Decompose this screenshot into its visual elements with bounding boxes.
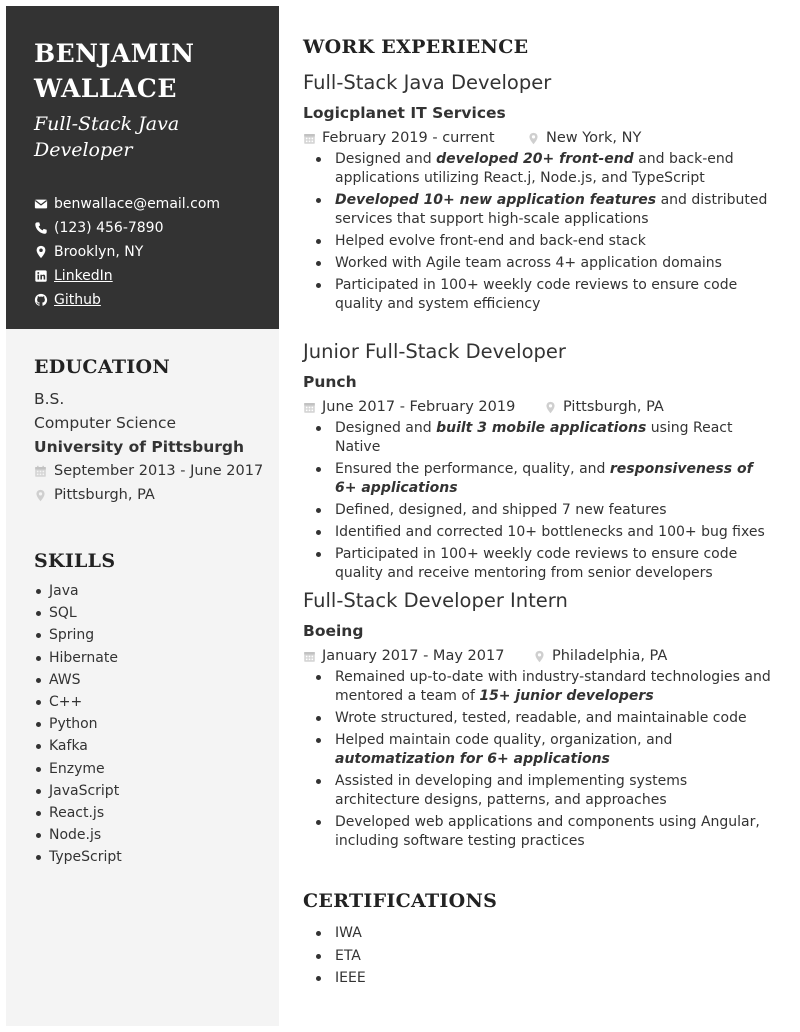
job-location (544, 396, 664, 418)
first-name: BENJAMIN (34, 39, 195, 68)
location-text: Brooklyn, NY (54, 244, 144, 260)
job-bullet (303, 501, 773, 520)
bullet-text: Participated in 100+ weekly code reviews to ensure code quality and system efficiency (335, 277, 738, 312)
job-bullet (303, 191, 773, 229)
skill-item: SQL (34, 602, 274, 624)
job-bullet (303, 232, 773, 251)
map-pin-icon (34, 489, 47, 502)
bullet-text: Identified and corrected 10+ bottlenecks and 100+ bug fixes (335, 524, 765, 540)
map-pin-icon (34, 245, 48, 259)
bullet-text: and back-end applications utilizing React.j, Node.js, and TypeScript (335, 151, 734, 186)
bullet-text: Helped evolve front-end and back-end stack (335, 233, 646, 249)
bullet-highlight: automatization for 6+ applications (335, 751, 610, 767)
bullet-text: Designed and (335, 420, 437, 436)
job-meta (303, 645, 773, 667)
map-pin-icon (533, 650, 546, 663)
job-bullet (303, 460, 773, 498)
calendar-icon (34, 465, 47, 478)
github-link[interactable]: Github (54, 292, 101, 308)
candidate-role (34, 111, 274, 163)
job-location (527, 127, 641, 149)
calendar-icon (303, 401, 316, 414)
work-experience-title: WORK EXPERIENCE (303, 36, 529, 58)
skill-item: Node.js (34, 824, 274, 846)
skill-item: Enzyme (34, 758, 274, 780)
skill-item: React.js (34, 802, 274, 824)
github-icon (34, 293, 48, 307)
bullet-highlight: 15+ junior developers (479, 688, 654, 704)
certification-item: ETA (303, 945, 773, 968)
last-name: WALLACE (34, 74, 177, 103)
job-location (533, 645, 667, 667)
education-title: EDUCATION (34, 356, 170, 378)
certifications-title: CERTIFICATIONS (303, 890, 498, 912)
certifications-section (303, 890, 773, 990)
job-bullet (303, 772, 773, 810)
bullet-text: Helped maintain code quality, organization, and (335, 732, 673, 748)
bullet-text: Remained up-to-date with industry-standard technologies and mentored a team of (335, 669, 771, 704)
job-title: Full-Stack Java Developer (303, 71, 552, 94)
job-bullet (303, 276, 773, 314)
sidebar (6, 6, 279, 1026)
skills-section (34, 550, 274, 869)
linkedin-link[interactable]: LinkedIn (54, 268, 113, 284)
skills-list (34, 580, 274, 869)
job-bullet (303, 731, 773, 769)
skill-item: AWS (34, 669, 274, 691)
job-bullet (303, 150, 773, 188)
company-name: Punch (303, 373, 357, 391)
phone-text: (123) 456-7890 (54, 220, 164, 236)
skill-item: Python (34, 713, 274, 735)
bullet-highlight: developed 20+ front-end (436, 151, 634, 167)
education-location (34, 483, 274, 507)
job-meta (303, 127, 773, 149)
job-entry (303, 70, 773, 317)
job-bullet (303, 709, 773, 728)
job-bullets (303, 150, 773, 314)
job-bullet (303, 523, 773, 542)
skill-item: JavaScript (34, 780, 274, 802)
job-location-text: Pittsburgh, PA (563, 399, 664, 415)
job-bullet (303, 668, 773, 706)
job-entry (303, 588, 773, 854)
calendar-icon (303, 650, 316, 663)
job-bullets (303, 668, 773, 851)
bullet-text: Assisted in developing and implementing systems architecture designs, patterns, and approaches (335, 773, 688, 808)
bullet-text: and distributed services that support high-scale applications (335, 192, 768, 227)
job-entry (303, 339, 773, 586)
school-name: University of Pittsburgh (34, 438, 245, 456)
skill-item: C++ (34, 691, 274, 713)
bullet-highlight: built 3 mobile applications (436, 420, 647, 436)
envelope-icon (34, 197, 48, 211)
map-pin-icon (527, 132, 540, 145)
field-of-study: Computer Science (34, 414, 177, 432)
candidate-name (34, 36, 274, 106)
education-section (34, 356, 274, 507)
job-bullet (303, 545, 773, 583)
bullet-highlight: responsiveness of 6+ applications (335, 461, 753, 496)
skill-item: Hibernate (34, 647, 274, 669)
skill-item: Kafka (34, 735, 274, 757)
contact-location (34, 240, 274, 264)
resume-page (6, 6, 794, 1026)
calendar-icon (303, 132, 316, 145)
bullet-highlight: Developed 10+ new application features (335, 192, 657, 208)
bullet-text: Defined, designed, and shipped 7 new features (335, 502, 667, 518)
job-bullet (303, 419, 773, 457)
job-meta (303, 396, 773, 418)
skills-title: SKILLS (34, 550, 116, 572)
bullet-text: using React Native (335, 420, 733, 455)
sidebar-header (6, 6, 279, 329)
skill-item: Spring (34, 624, 274, 646)
map-pin-icon (544, 401, 557, 414)
company-name: Logicplanet IT Services (303, 104, 506, 122)
email-text[interactable]: benwallace@email.com (54, 196, 221, 212)
contact-phone (34, 216, 274, 240)
contact-list (34, 192, 274, 312)
job-bullet (303, 813, 773, 851)
contact-github (34, 288, 274, 312)
job-dates: February 2019 - current (322, 130, 495, 146)
education-location-text: Pittsburgh, PA (54, 487, 155, 503)
contact-linkedin (34, 264, 274, 288)
role-line-2: Developer (34, 139, 133, 161)
bullet-text: Ensured the performance, quality, and (335, 461, 610, 477)
job-title: Full-Stack Developer Intern (303, 589, 568, 612)
job-bullets (303, 419, 773, 583)
role-line-1: Full-Stack Java (34, 113, 180, 135)
skill-item: Java (34, 580, 274, 602)
bullet-text: Participated in 100+ weekly code reviews to ensure code quality and receive mentoring from senior developers (335, 546, 738, 581)
job-location-text: New York, NY (546, 130, 642, 146)
phone-icon (34, 221, 48, 235)
education-dates (34, 459, 274, 483)
job-bullet (303, 254, 773, 273)
bullet-text: Designed and (335, 151, 437, 167)
job-title: Junior Full-Stack Developer (303, 340, 566, 363)
skill-item: TypeScript (34, 846, 274, 868)
job-dates: June 2017 - February 2019 (322, 399, 516, 415)
bullet-text: Developed web applications and components using Angular, including software testing practices (335, 814, 760, 849)
contact-email (34, 192, 274, 216)
certifications-list (303, 922, 773, 990)
job-location-text: Philadelphia, PA (552, 648, 668, 664)
linkedin-icon (34, 269, 48, 283)
job-dates: January 2017 - May 2017 (322, 648, 505, 664)
certification-item: IEEE (303, 967, 773, 990)
company-name: Boeing (303, 622, 364, 640)
bullet-text: Wrote structured, tested, readable, and maintainable code (335, 710, 747, 726)
bullet-text: Worked with Agile team across 4+ application domains (335, 255, 722, 271)
certification-item: IWA (303, 922, 773, 945)
degree: B.S. (34, 390, 65, 408)
education-dates-text: September 2013 - June 2017 (54, 463, 264, 479)
